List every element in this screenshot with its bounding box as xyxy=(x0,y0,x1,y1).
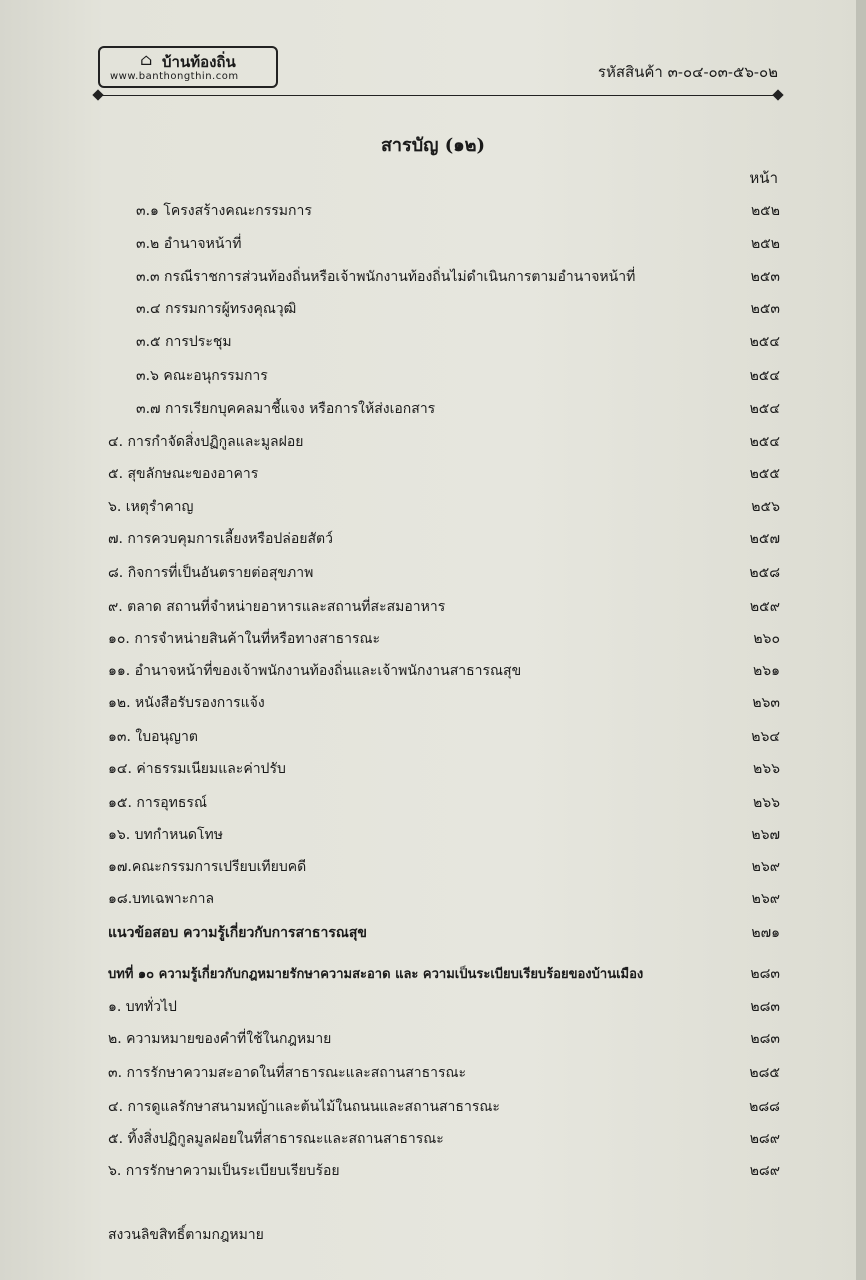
toc-entry-label: ๓.๒ อำนาจหน้าที่ xyxy=(136,236,242,252)
toc-entry-label: ๓.๔ กรรมการผู้ทรงคุณวุฒิ xyxy=(136,301,297,317)
toc-entry-page: ๒๘๙ xyxy=(749,1163,780,1179)
toc-entry xyxy=(0,1096,866,1120)
toc-entry xyxy=(0,726,866,750)
toc-entry xyxy=(0,562,866,586)
toc-entry xyxy=(0,266,866,290)
copyright-footer: สงวนลิขสิทธิ์ตามกฎหมาย xyxy=(108,1227,264,1243)
toc-entry-label: ๖. เหตุรำคาญ xyxy=(108,499,194,515)
toc-entry-label: ๓. การรักษาความสะอาดในที่สาธารณะและสถานสาธารณะ xyxy=(108,1065,467,1081)
toc-entry xyxy=(0,398,866,422)
toc-entry-label: ๑๔. ค่าธรรมเนียมและค่าปรับ xyxy=(108,761,286,777)
toc-entry xyxy=(0,692,866,716)
toc-entry-page: ๒๖๔ xyxy=(751,729,780,745)
toc-entry xyxy=(0,628,866,652)
toc-entry-page: ๒๕๔ xyxy=(749,334,780,350)
page-column-header: หน้า xyxy=(749,169,778,187)
toc-entry-page: ๒๕๙ xyxy=(749,599,780,615)
toc-entry-label: ๓.๖ คณะอนุกรรมการ xyxy=(136,368,268,384)
toc-entry-page: ๒๘๙ xyxy=(749,1131,780,1147)
toc-entry-label: บทที่ ๑๐ ความรู้เกี่ยวกับกฎหมายรักษาความสะอาด และ ความเป็นระเบียบเรียบร้อยของบ้านเมือง xyxy=(108,967,644,982)
toc-entry xyxy=(0,856,866,880)
toc-entry-page: ๒๖๓ xyxy=(752,695,780,711)
toc-entry-label: ๖. การรักษาความเป็นระเบียบเรียบร้อย xyxy=(108,1163,340,1179)
toc-entry-label: ๑๓. ใบอนุญาต xyxy=(108,729,198,745)
logo-name: บ้านท้องถิ่น xyxy=(162,53,236,71)
toc-entry xyxy=(0,233,866,257)
toc-entry-label: แนวข้อสอบ ความรู้เกี่ยวกับการสาธารณสุข xyxy=(108,925,367,941)
toc-entry-page: ๒๕๔ xyxy=(749,368,780,384)
toc-entry xyxy=(0,996,866,1020)
toc-entry-page: ๒๖๐ xyxy=(753,631,780,647)
toc-entry-label: ๒. ความหมายของคำที่ใช้ในกฎหมาย xyxy=(108,1031,332,1047)
toc-entry xyxy=(0,1128,866,1152)
toc-entry xyxy=(0,431,866,455)
toc-entry-page: ๒๘๘ xyxy=(749,1099,780,1115)
toc-entry xyxy=(0,331,866,355)
toc-entry-page: ๒๕๒ xyxy=(750,203,780,219)
toc-entry-page: ๒๗๑ xyxy=(751,925,780,941)
toc-entry-page: ๒๕๖ xyxy=(751,499,780,515)
toc-entry-label: ๙. ตลาด สถานที่จำหน่ายอาหารและสถานที่สะสมอาหาร xyxy=(108,599,446,615)
toc-entry xyxy=(0,660,866,684)
toc-entry xyxy=(0,1028,866,1052)
toc-entry-label: ๕. สุขลักษณะของอาคาร xyxy=(108,466,259,482)
toc-entry xyxy=(0,922,866,946)
toc-entry xyxy=(0,963,866,987)
publisher-logo xyxy=(98,46,278,88)
toc-entry-label: ๕. ทิ้งสิ่งปฏิกูลมูลฝอยในที่สาธารณะและสถานสาธารณะ xyxy=(108,1131,444,1147)
toc-entry-page: ๒๖๑ xyxy=(752,663,780,679)
toc-entry-label: ๗. การควบคุมการเลี้ยงหรือปล่อยสัตว์ xyxy=(108,531,333,547)
rule-left-ornament xyxy=(92,89,103,100)
product-code: รหัสสินค้า ๓-๐๔-๐๓-๕๖-๐๒ xyxy=(597,63,778,81)
toc-entry-label: ๔. การดูแลรักษาสนามหญ้าและต้นไม้ในถนนและสถานสาธารณะ xyxy=(108,1099,500,1115)
toc-entry-label: ๓.๕ การประชุม xyxy=(136,334,232,350)
toc-entry-page: ๒๘๓ xyxy=(750,999,780,1015)
page-title: สารบัญ (๑๒) xyxy=(380,135,486,156)
toc-entry xyxy=(0,200,866,224)
toc-entry-label: ๑. บททั่วไป xyxy=(108,999,177,1015)
toc-entry-page: ๒๕๔ xyxy=(749,434,780,450)
toc-entry-label: ๑๑. อำนาจหน้าที่ของเจ้าพนักงานท้องถิ่นและเจ้าพนักงานสาธารณสุข xyxy=(108,663,522,679)
toc-entry xyxy=(0,824,866,848)
toc-entry xyxy=(0,792,866,816)
toc-entry-label: ๑๐. การจำหน่ายสินค้าในที่หรือทางสาธารณะ xyxy=(108,631,381,647)
toc-entry-label: ๑๒. หนังสือรับรองการแจ้ง xyxy=(108,695,265,711)
toc-entry-label: ๑๗.คณะกรรมการเปรียบเทียบคดี xyxy=(108,859,307,875)
toc-entry-page: ๒๖๗ xyxy=(751,827,780,843)
toc-entry-page: ๒๕๗ xyxy=(749,531,780,547)
toc-entry-label: ๑๖. บทกำหนดโทษ xyxy=(108,827,223,843)
toc-entry-page: ๒๖๖ xyxy=(752,761,780,777)
toc-entry xyxy=(0,1160,866,1184)
header-rule xyxy=(98,95,778,96)
toc-entry xyxy=(0,365,866,389)
toc-entry-label: ๓.๗ การเรียกบุคคลมาชี้แจง หรือการให้ส่งเอกสาร xyxy=(136,401,436,417)
toc-entry-label: ๓.๑ โครงสร้างคณะกรรมการ xyxy=(136,203,312,219)
toc-entry-page: ๒๕๔ xyxy=(749,401,780,417)
toc-entry-page: ๒๘๓ xyxy=(750,1031,780,1047)
toc-entry-label: ๔. การกำจัดสิ่งปฏิกูลและมูลฝอย xyxy=(108,434,304,450)
toc-entry-label: ๑๕. การอุทธรณ์ xyxy=(108,795,207,811)
toc-entry-page: ๒๖๖ xyxy=(752,795,780,811)
toc-entry xyxy=(0,758,866,782)
toc-entry xyxy=(0,888,866,912)
house-icon: ⌂ xyxy=(140,50,153,69)
logo-url: www.banthongthin.com xyxy=(110,71,239,82)
toc-entry-page: ๒๘๕ xyxy=(749,1065,780,1081)
toc-entry xyxy=(0,528,866,552)
toc-entry xyxy=(0,463,866,487)
toc-entry-page: ๒๕๕ xyxy=(749,466,780,482)
rule-right-ornament xyxy=(772,89,783,100)
toc-entry-label: ๓.๓ กรณีราชการส่วนท้องถิ่นหรือเจ้าพนักงานท้องถิ่นไม่ดำเนินการตามอำนาจหน้าที่ xyxy=(136,269,636,285)
toc-entry xyxy=(0,596,866,620)
toc-entry-page: ๒๕๘ xyxy=(749,565,780,581)
toc-entry-page: ๒๕๓ xyxy=(750,269,780,285)
toc-entry xyxy=(0,298,866,322)
toc-entry xyxy=(0,1062,866,1086)
toc-entry-page: ๒๕๓ xyxy=(750,301,780,317)
toc-entry-page: ๒๕๒ xyxy=(750,236,780,252)
toc-entry-label: ๑๘.บทเฉพาะกาล xyxy=(108,891,215,907)
toc-entry-page: ๒๖๙ xyxy=(751,891,780,907)
toc-entry-page: ๒๘๓ xyxy=(750,966,780,982)
toc-entry xyxy=(0,496,866,520)
toc-entry-page: ๒๖๙ xyxy=(751,859,780,875)
toc-entry-label: ๘. กิจการที่เป็นอันตรายต่อสุขภาพ xyxy=(108,565,314,581)
